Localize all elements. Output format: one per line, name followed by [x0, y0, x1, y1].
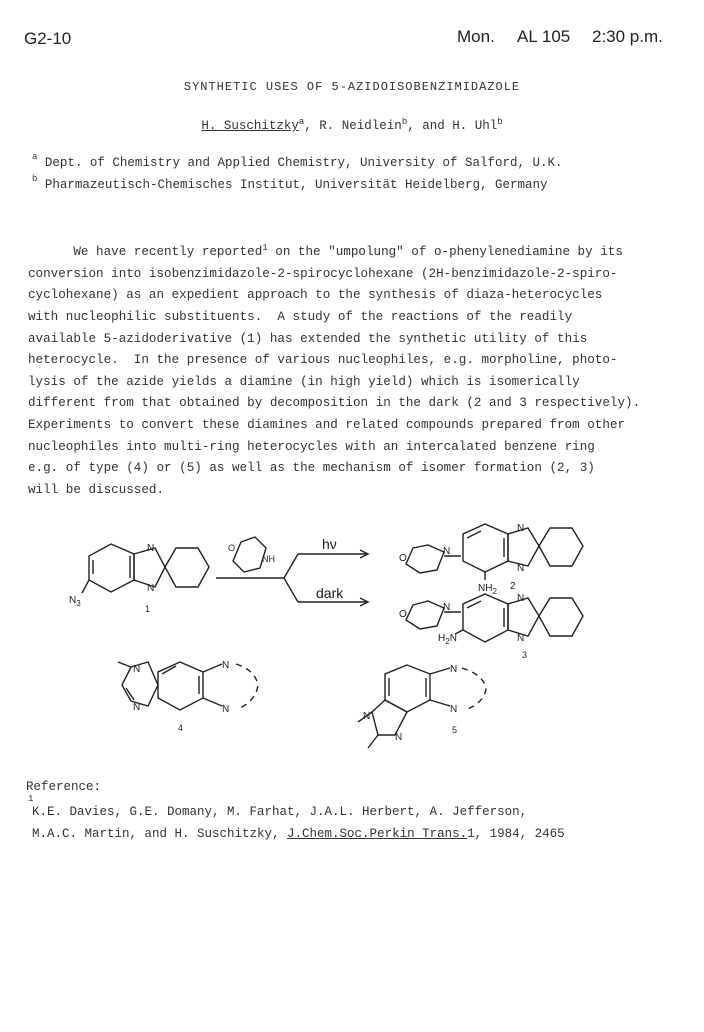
author-2: R. Neidlein	[319, 119, 402, 134]
reference-line-2: M.A.C. Martin, and H. Suschitzky, J.Chem.Soc.Perkin Trans.1, 1984, 2465	[32, 827, 565, 841]
compound-2-n3: N	[517, 563, 525, 574]
compound-1-n1: N	[147, 543, 155, 554]
morpholine-nh: NH	[262, 554, 275, 564]
abstract-line: with nucleophilic substituents. A study of the reactions of the readily	[28, 309, 573, 324]
author-2-mark: b	[401, 117, 408, 127]
compound-5-n1: N	[363, 711, 371, 722]
compound-3-number: 3	[522, 650, 528, 660]
abstract-line: will be discussed.	[28, 482, 165, 497]
session-day: Mon.	[457, 27, 495, 46]
reaction-scheme	[0, 520, 704, 760]
compound-5-n3: N	[395, 732, 403, 743]
affiliation-a	[32, 154, 563, 170]
affiliation-b	[32, 176, 548, 192]
session-code: G2-10	[24, 29, 72, 48]
morpholine-o: O	[228, 543, 236, 553]
compound-2-n1: N	[517, 523, 525, 534]
compound-3-structure	[406, 594, 583, 642]
compound-2-morph-n: N	[443, 546, 451, 557]
affiliation-mark: a	[32, 152, 38, 162]
abstract-body	[28, 238, 678, 501]
session-time: 2:30 p.m.	[592, 27, 663, 46]
affiliation-mark: b	[32, 174, 38, 184]
abstract-line: Experiments to convert these diamines and related compounds prepared from other	[28, 417, 626, 432]
references-heading: Reference:	[26, 780, 102, 794]
abstract-line-1b: on the "umpolung" of o-phenylenediamine by its	[267, 245, 623, 260]
compound-4-number: 4	[178, 723, 184, 733]
compound-3-n1: N	[517, 593, 525, 604]
reference-number: 1	[28, 794, 34, 804]
compound-3-o: O	[399, 609, 407, 620]
abstract-line: heterocycle. In the presence of various nucleophiles, e.g. morpholine, photo-	[28, 353, 618, 368]
author-1: H. Suschitzky	[201, 119, 299, 134]
compound-2-amine: $NH_2$	[478, 583, 497, 596]
author-3: H. Uhl	[452, 119, 498, 134]
compound-3-n3: N	[517, 633, 525, 644]
compound-5-number: 5	[452, 725, 458, 735]
compound-3-morph-n: N	[443, 602, 451, 613]
compound-1-number: 1	[145, 604, 151, 614]
compound-5-structure	[358, 665, 486, 748]
compound-5-na: N	[450, 664, 458, 675]
affiliation-text: Pharmazeutisch-Chemisches Institut, Universität Heidelberg, Germany	[44, 178, 548, 193]
compound-3-amine: $H_2N$	[438, 633, 457, 646]
abstract-line: nucleophiles into multi-ring heterocycles with an intercalated benzene ring	[28, 439, 595, 454]
journal-name: J.Chem.Soc.Perkin Trans.	[287, 827, 468, 841]
photolysis-label: hν	[322, 536, 337, 552]
abstract-line: conversion into isobenzimidazole-2-spirocyclohexane (2H-benzimidazole-2-spiro-	[28, 266, 618, 281]
compound-2-structure	[406, 524, 583, 580]
reaction-arrows	[216, 550, 368, 606]
session-room: AL 105	[517, 27, 571, 46]
compound-5-nb: N	[450, 704, 458, 715]
compound-1-n3: N	[147, 583, 155, 594]
author-separator: , and	[407, 119, 453, 134]
abstract-line: different from that obtained by decomposition in the dark (2 and 3 respectively).	[28, 396, 641, 411]
compound-4-nb: N	[222, 704, 230, 715]
author-1-mark: a	[298, 117, 305, 127]
compound-1-structure	[82, 544, 209, 593]
paper-title: SYNTHETIC USES OF 5-AZIDOISOBENZIMIDAZOLE	[183, 80, 521, 94]
abstract-line: available 5-azidoderivative (1) has extended the synthetic utility of this	[28, 331, 588, 346]
compound-2-number: 2	[510, 581, 516, 592]
compound-2-o: O	[399, 553, 407, 564]
compound-4-na: N	[222, 660, 230, 671]
abstract-line: e.g. of type (4) or (5) as well as the mechanism of isomer formation (2, 3)	[28, 461, 595, 476]
author-line: H. Suschitzky$^a$, R. Neidlein$^b$, and H. Uhl$^b$	[201, 117, 503, 134]
abstract-line-1a: We have recently reported	[28, 245, 263, 260]
affiliation-text: Dept. of Chemistry and Applied Chemistry, University of Salford, U.K.	[44, 156, 563, 171]
abstract-line: cyclohexane) as an expedient approach to the synthesis of diaza-heterocycles	[28, 288, 603, 303]
author-3-mark: b	[497, 117, 503, 127]
compound-4-n3: N	[133, 702, 141, 713]
abstract-line: lysis of the azide yields a diamine (in high yield) which is isomerically	[28, 374, 580, 389]
reference-mark: 1	[262, 243, 268, 253]
azide-label: $N_3$	[69, 595, 81, 608]
compound-4-n1: N	[133, 664, 141, 675]
reference-line-1: K.E. Davies, G.E. Domany, M. Farhat, J.A.L. Herbert, A. Jefferson,	[32, 805, 528, 819]
dark-label: dark	[316, 585, 344, 601]
